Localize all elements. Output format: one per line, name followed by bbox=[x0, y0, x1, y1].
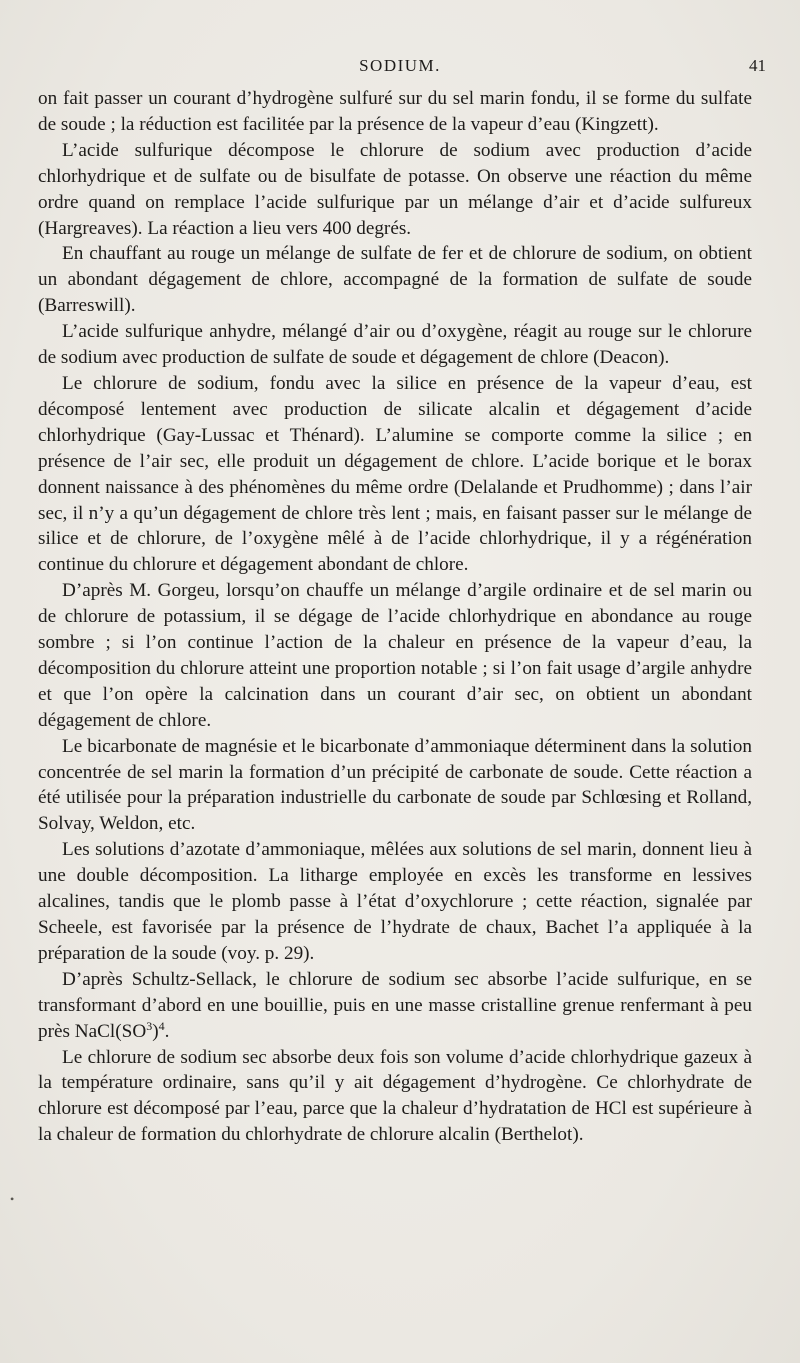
formula-text: ) bbox=[152, 1020, 159, 1042]
formula-superscript: 4 bbox=[158, 1018, 165, 1033]
paragraph: Le chlorure de sodium, fondu avec la silice en présence de la vapeur d’eau, est décomposé lentement avec production de silicate alcalin et dégagement d’acide chlorhydrique (Gay-Lussac et Thénard). L’alumine se comporte comme la silice ; en présence de l’air sec, elle produit un dégagement de chlore. L’acide borique et le borax donnent naissance à des phénomènes du même ordre (Delalande et Prudhomme) ; dans l’air sec, il n’y a qu’un dégagement de chlore très lent ; mais, en faisant passer sur le mélange de silice et de chlorure, de l’oxygène mêlé à de l’acide chlorhydrique, il y a régénération continue du chlorure et dégagement abondant de chlore. bbox=[38, 372, 752, 576]
paragraph: L’acide sulfurique décompose le chlorure de sodium avec production d’acide chlorhydrique et de sulfate ou de bisulfate de potasse. On observe une réaction du même ordre quand on remplace l’acide sulfurique par un mélange d’air et d’acide sulfureux (Hargreaves). La réaction a lieu vers 400 degrés. bbox=[38, 139, 752, 239]
paragraph: En chauffant au rouge un mélange de sulfate de fer et de chlorure de sodium, on obtient un abondant dégagement de chlore, accompagné de la formation de sulfate de soude (Barreswill). bbox=[38, 243, 752, 317]
paragraph: Le chlorure de sodium sec absorbe deux fois son volume d’acide chlorhydrique gazeux à la température ordinaire, sans qu’il y ait dégagement d’hydrogène. Ce chlorhydrate de chlorure est décomposé par l’eau, parce que la chaleur d’hydratation de HCl est supérieure à la chaleur de formation du chlorhydrate de chlorure alcalin (Berthelot). bbox=[38, 1046, 752, 1146]
paragraph: on fait passer un courant d’hydrogène sulfuré sur du sel marin fondu, il se forme du sulfate de soude ; la réduction est facilitée par la présence de la vapeur d’eau (Kingzett). bbox=[38, 88, 752, 135]
formula-superscript: 3 bbox=[146, 1018, 153, 1033]
page-number: 41 bbox=[749, 56, 766, 75]
paragraph: Les solutions d’azotate d’ammoniaque, mêlées aux solutions de sel marin, donnent lieu à une double décomposition. La litharge employée en excès les transforme en lessives alcalines, tandis que le plomb passe à l’état d’oxychlorure ; cette réaction, signalée par Scheele, est favorisée par la présence de l’hydrate de chaux, Bachet l’a appliquée à la préparation de la soude (voy. p. 29). bbox=[38, 839, 752, 964]
page-header bbox=[36, 56, 764, 80]
running-title: SODIUM. bbox=[359, 56, 441, 75]
margin-mark: • bbox=[10, 1192, 15, 1206]
paragraph-text: D’après Schultz-Sellack, le chlorure de sodium sec absorbe l’acide sulfurique, en se transformant d’abord en une bouillie, puis en une masse cristalline grenue renfermant à peu près NaCl(SO bbox=[38, 968, 752, 1042]
body-text bbox=[38, 86, 752, 1148]
paragraph: L’acide sulfurique anhydre, mélangé d’air ou d’oxygène, réagit au rouge sur le chlorure de sodium avec production de sulfate de soude et dégagement de chlore (Deacon). bbox=[38, 321, 752, 369]
paragraph-text: . bbox=[164, 1020, 170, 1042]
paragraph-formula bbox=[38, 967, 752, 1045]
paragraph: Le bicarbonate de magnésie et le bicarbonate d’ammoniaque déterminent dans la solution concentrée de sel marin la formation d’un précipité de carbonate de soude. Cette réaction a été utilisée pour la préparation industrielle du carbonate de soude par Schlœsing et Rolland, Solvay, Weldon, etc. bbox=[38, 735, 752, 835]
paragraph: D’après M. Gorgeu, lorsqu’on chauffe un mélange d’argile ordinaire et de sel marin ou de chlorure de potassium, il se dégage de l’acide chlorhydrique en abondance au rouge sombre ; si l’on continue l’action de la chaleur en présence de la vapeur d’eau, la décomposition du chlorure atteint une proportion notable ; si l’on fait usage d’argile anhydre et que l’on opère la calcination dans un courant d’air sec, on obtient un abondant dégagement de chlore. bbox=[38, 580, 752, 731]
